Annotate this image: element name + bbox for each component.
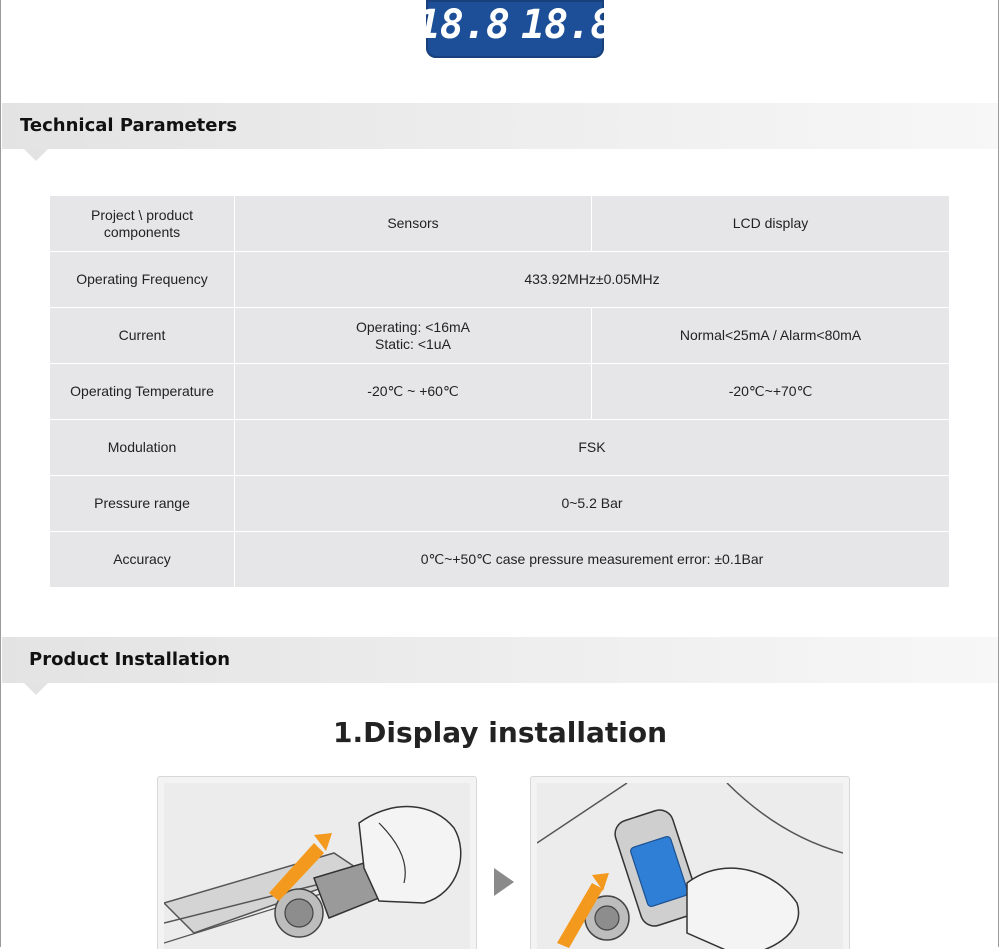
lcd-display-preview [416, 0, 614, 58]
table-row [50, 476, 950, 532]
display-in-socket-illustration [537, 783, 843, 949]
table-row [50, 308, 950, 364]
cigarette-socket-plug-illustration [164, 783, 470, 949]
table-row [50, 364, 950, 420]
frame-border-right [998, 0, 999, 947]
row-label-modulation: Modulation [50, 420, 235, 476]
table-row [50, 532, 950, 588]
header-notch-icon [24, 149, 48, 161]
row-label-pressure: Pressure range [50, 476, 235, 532]
lcd-left-digits: 18.8 [416, 2, 509, 48]
install-step-1-image [157, 776, 477, 949]
row-label-current: Current [50, 308, 235, 364]
row-label-temperature: Operating Temperature [50, 364, 235, 420]
row-value-temperature-lcd: -20℃~+70℃ [592, 364, 950, 420]
display-installation-heading: 1.Display installation [332, 716, 668, 749]
table-row [50, 252, 950, 308]
table-header-lcd: LCD display [592, 196, 950, 252]
install-step-2-image [530, 776, 850, 949]
row-value-accuracy: 0℃~+50℃ case pressure measurement error: ±0.1Bar [235, 532, 950, 588]
technical-parameters-table [49, 195, 950, 588]
row-value-current-sensor [235, 308, 592, 364]
product-installation-title: Product Installation [29, 649, 231, 670]
row-label-frequency: Operating Frequency [50, 252, 235, 308]
product-installation-header [2, 637, 998, 683]
row-value-frequency: 433.92MHz±0.05MHz [235, 252, 950, 308]
table-header-label: Project \ product components [50, 196, 235, 252]
row-value-modulation: FSK [235, 420, 950, 476]
table-header-sensors: Sensors [235, 196, 592, 252]
header-notch-icon [24, 683, 48, 695]
table-row [50, 420, 950, 476]
current-sensor-operating: Operating: <16mA [355, 318, 470, 335]
technical-parameters-title: Technical Parameters [20, 115, 238, 136]
row-value-pressure: 0~5.2 Bar [235, 476, 950, 532]
current-sensor-static: Static: <1uA [375, 335, 451, 352]
row-label-accuracy: Accuracy [50, 532, 235, 588]
table-header-row [50, 196, 950, 252]
row-value-current-lcd: Normal<25mA / Alarm<80mA [592, 308, 950, 364]
next-step-arrow-icon [494, 868, 514, 896]
frame-border-left [0, 0, 1, 947]
lcd-right-digits: 18.8 [521, 2, 614, 48]
row-value-temperature-sensor: -20℃ ~ +60℃ [235, 364, 592, 420]
technical-parameters-header [2, 103, 998, 149]
